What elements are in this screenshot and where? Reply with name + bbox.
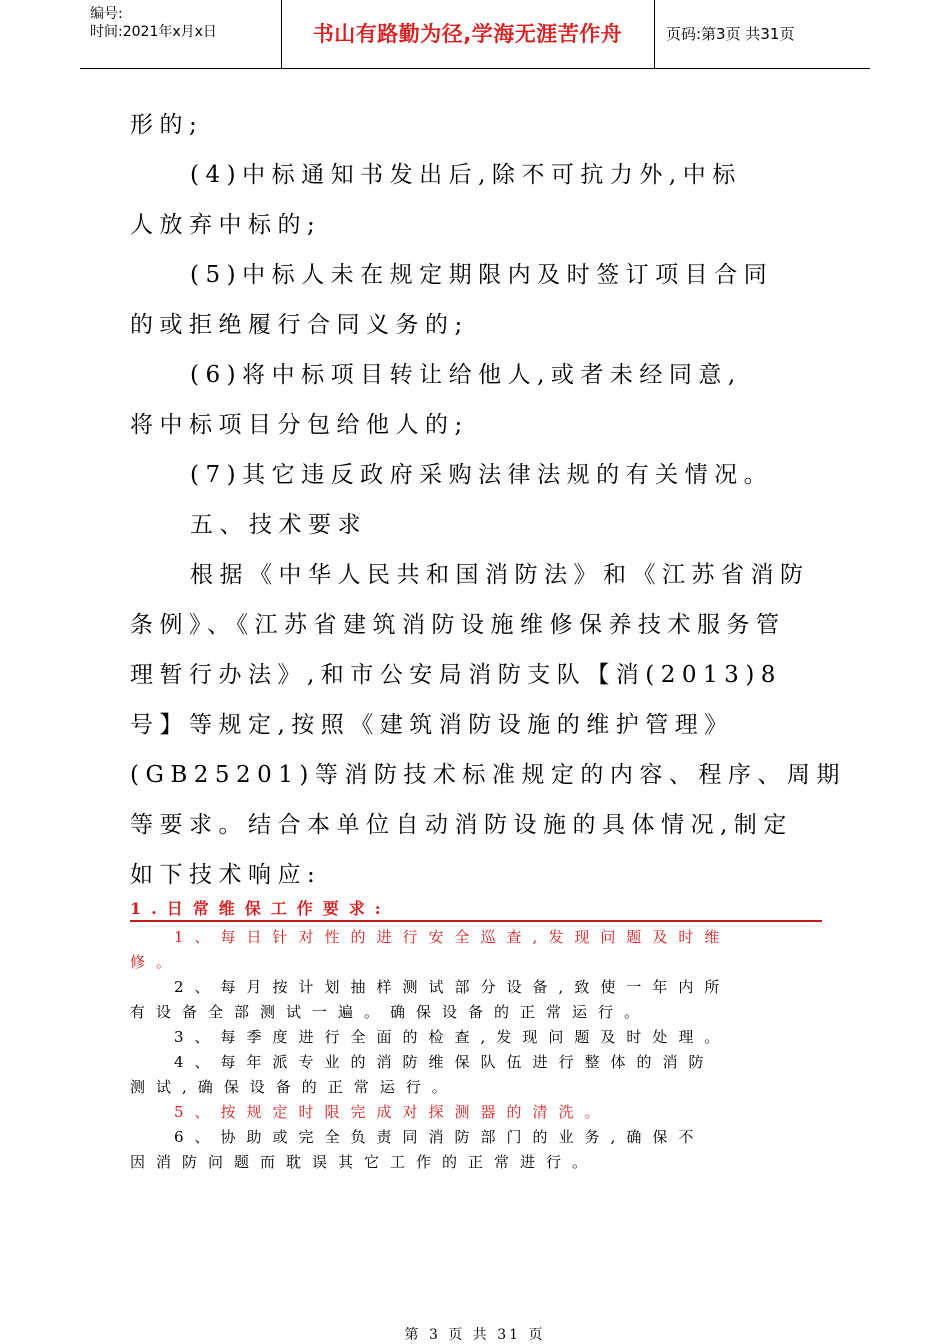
- body-line: (7)其它违反政府采购法律法规的有关情况。: [190, 462, 774, 488]
- body-line: (6)将中标项目转让给他人,或者未经同意,: [190, 362, 742, 388]
- maintenance-section: [130, 898, 822, 1175]
- body-line: 五、技术要求: [190, 512, 367, 538]
- body-line: (4)中标通知书发出后,除不可抗力外,中标: [190, 162, 742, 188]
- body-line: 如下技术响应:: [130, 862, 322, 888]
- body-line: 形的;: [130, 112, 204, 138]
- header-motto: 书山有路勤为径,学海无涯苦作舟: [281, 0, 655, 68]
- section-line: 1、每日针对性的进行安全巡查,发现问题及时维: [174, 928, 731, 946]
- date-label: 时间:2021年x月x日: [90, 24, 217, 40]
- body-line: 号】等规定,按照《建筑消防设施的维护管理》: [130, 712, 734, 738]
- section-line: 3、每季度进行全面的检查,发现问题及时处理。: [174, 1028, 731, 1046]
- header-meta: [80, 0, 282, 68]
- body-line: 根据《中华人民共和国消防法》和《江苏省消防: [190, 562, 810, 588]
- section-lines: [130, 925, 822, 1175]
- body-line: 的或拒绝履行合同义务的;: [130, 312, 469, 338]
- serial-label: 编号:: [90, 6, 123, 22]
- page-header: [80, 0, 870, 69]
- section-line: 6、协助或完全负责同消防部门的业务,确保不: [174, 1128, 705, 1146]
- section-line: 2、每月按计划抽样测试部分设备,致使一年内所: [174, 978, 731, 996]
- page-footer: 第 3 页 共 31 页: [404, 1327, 546, 1343]
- body-line: 理暂行办法》,和市公安局消防支队【消(2013)8: [130, 662, 782, 688]
- section-line: 测试,确保设备的正常运行。: [130, 1078, 458, 1096]
- section-line: 因消防问题而耽误其它工作的正常进行。: [130, 1153, 599, 1171]
- document-body: [130, 100, 846, 900]
- section-line: 5、按规定时限完成对探测器的清洗。: [174, 1103, 611, 1121]
- section-line: 4、每年派专业的消防维保队伍进行整体的消防: [174, 1053, 715, 1071]
- body-line: 将中标项目分包给他人的;: [130, 412, 469, 438]
- section-line: 修。: [130, 953, 183, 971]
- section-title: 1.日常维保工作要求:: [130, 898, 822, 922]
- header-page-info: 页码:第3页 共31页: [666, 25, 795, 43]
- body-line: (GB25201)等消防技术标准规定的内容、程序、周期: [130, 762, 846, 788]
- body-line: 人放弃中标的;: [130, 212, 322, 238]
- section-line: 有设备全部测试一遍。确保设备的正常运行。: [130, 1003, 651, 1021]
- body-line: (5)中标人未在规定期限内及时签订项目合同: [190, 262, 774, 288]
- body-line: 等要求。结合本单位自动消防设施的具体情况,制定: [130, 812, 793, 838]
- body-line: 条例》、《江苏省建筑消防设施维修保养技术服务管: [130, 612, 786, 638]
